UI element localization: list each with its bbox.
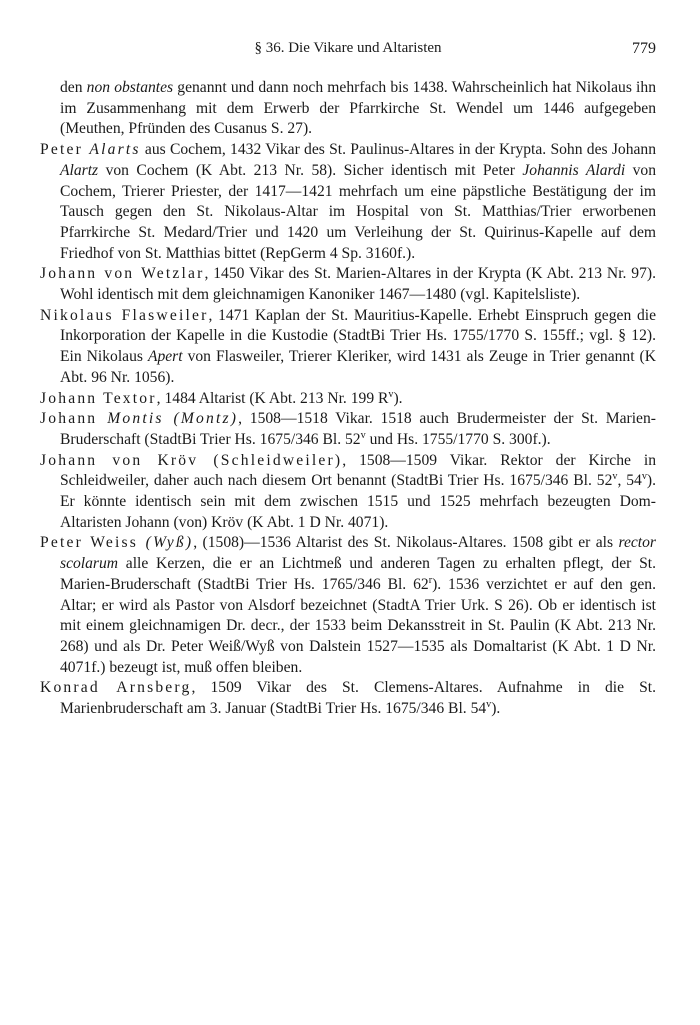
- text-run: (Wyß): [145, 534, 194, 552]
- text-run: Apert: [147, 348, 183, 366]
- text-run: von Cochem, Trierer Priester, der 1417—1421 mehrfach um eine päpstliche Bestätigung der im Tausch gegen den St. Nikolaus-Altar im Hospital von St. Matthias/Trier erworbenen Pfarrkirche St. Medard/Trier und 1420 um Verleihung der St. Quirinus-Kapelle auf dem Friedhof von St. Matthias bittet (RepGerm 4 Sp. 3160f.).: [60, 161, 657, 262]
- text-run: Alarts: [89, 141, 141, 159]
- entry-peter-weiss: [40, 533, 656, 678]
- text-run: ). Er könnte identisch sein mit dem zwischen 1515 und 1525 mehrfach bezeugten Dom-Altaristen Johann (von) Kröv (K Abt. 1 D Nr. 4071).: [60, 472, 657, 531]
- text-run: Alartz: [60, 161, 99, 179]
- text-run: ).: [393, 389, 403, 407]
- entry-johann-textor: [40, 389, 656, 410]
- text-run: Montis (Montz): [107, 410, 239, 428]
- main-text: [40, 78, 656, 720]
- text-run: von Cochem (K Abt. 213 Nr. 58). Sicher identisch mit Peter: [98, 161, 523, 179]
- text-run: Peter Weiss: [40, 534, 146, 552]
- text-run: rector scolarum: [60, 534, 656, 573]
- text-run: v: [641, 471, 647, 483]
- text-run: von Flasweiler, Trierer Kleriker, wird 1431 als Zeuge in Trier genannt (K Abt. 96 Nr. 1056).: [60, 348, 656, 386]
- text-run: Johann Textor: [40, 389, 157, 407]
- text-run: , 1509 Vikar des St. Clemens-Altares. Aufnahme in die St. Marienbruderschaft am 3. Januar (StadtBi Trier Hs. 1675/346 Bl. 54: [60, 679, 656, 718]
- text-run: non obstantes: [86, 79, 174, 96]
- page-number: 779: [632, 40, 656, 57]
- text-run: , 1484 Altarist (K Abt. 213 Nr. 199 R: [156, 389, 389, 407]
- text-run: , 1508—1509 Vikar. Rektor der Kirche in Schleidweiler, daher auch nach diesem Ort benannt (StadtBi Trier Hs. 1675/346 Bl. 52: [60, 451, 656, 490]
- text-run: Nikolaus Flasweiler: [40, 306, 209, 324]
- entry-konrad-arnsberg: [40, 678, 656, 719]
- text-run: , 1471 Kaplan der St. Mauritius-Kapelle. Erhebt Einspruch gegen die Inkorporation der Kapelle in die Kustodie (StadtBi Trier Hs. 1755/1770 S. 155ff.; vgl. § 12). Ein Nikolaus: [60, 306, 656, 366]
- entry-nikolaus-flasweiler: [40, 306, 656, 389]
- text-run: ). 1536 verzichtet er auf den gen. Altar; er wird als Pastor von Alsdorf bezeichnet (StadtA Trier Urk. S 26). Ob er identisch ist mit einem gleichnamigen Dr. decr., der 1533 beim Dekansstreit in St. Paulin (K Abt. 213 Nr. 268) und als Dr. Peter Weiß/Wyß von Dalstein 1527—1535 als Domaltarist (K Abt. 1 D Nr. 4071f.) bezeugt ist, muß offen bleiben.: [60, 575, 656, 676]
- text-run: ).: [491, 700, 501, 718]
- text-run: Johann von Kröv (Schleidweiler): [40, 451, 343, 469]
- text-run: und Hs. 1755/1770 S. 300f.).: [365, 430, 551, 448]
- text-run: Johann von Wetzlar: [40, 265, 205, 283]
- running-header: [40, 40, 656, 66]
- text-run: v: [612, 471, 618, 483]
- text-run: den: [60, 79, 87, 96]
- text-run: genannt und dann noch mehrfach bis 1438. Wahrscheinlich hat Nikolaus ihn im Zusammenhang mit dem Erwerb der Pfarrkirche St. Wendel um 1446 aufgegeben (Meuthen, Pfründen des Cusanus S. 27).: [60, 79, 656, 138]
- text-run: v: [360, 429, 366, 441]
- text-run: v: [486, 698, 492, 710]
- entry-johann-von-kroev: [40, 451, 656, 534]
- paragraph: [40, 78, 656, 140]
- section-title: § 36. Die Vikare und Altaristen: [254, 40, 442, 56]
- entry-peter-alarts: [40, 140, 656, 264]
- text-run: v: [388, 388, 394, 400]
- text-run: , 1450 Vikar des St. Marien-Altares in der Krypta (K Abt. 213 Nr. 97). Wohl identisch mit dem gleichnamigen Kanoniker 1467—1480 (vgl. Kapitelsliste).: [60, 265, 656, 304]
- text-run: , 1508—1518 Vikar. 1518 auch Brudermeister der St. Marien-Bruderschaft (StadtBi Trier Hs. 1675/346 Bl. 52: [60, 410, 656, 448]
- text-run: , (1508)—1536 Altarist des St. Nikolaus-Altares. 1508 gibt er als: [193, 534, 619, 552]
- text-run: , 54: [617, 472, 642, 490]
- entry-johann-von-wetzlar: [40, 264, 656, 305]
- text-run: alle Kerzen, die er an Lichtmeß und anderen Tagen zu erhalten pflegt, der St. Marien-Bruderschaft (StadtBi Trier Hs. 1765/346 Bl. 62: [60, 555, 656, 593]
- text-run: Peter: [40, 141, 90, 159]
- text-run: Konrad Arnsberg: [40, 679, 192, 697]
- entry-johann-montis: [40, 409, 656, 450]
- text-run: Johann: [40, 410, 108, 428]
- text-run: r: [428, 574, 433, 586]
- text-run: aus Cochem, 1432 Vikar des St. Paulinus-Altares in der Krypta. Sohn des Johann: [140, 141, 657, 159]
- text-run: Johannis Alardi: [522, 161, 626, 179]
